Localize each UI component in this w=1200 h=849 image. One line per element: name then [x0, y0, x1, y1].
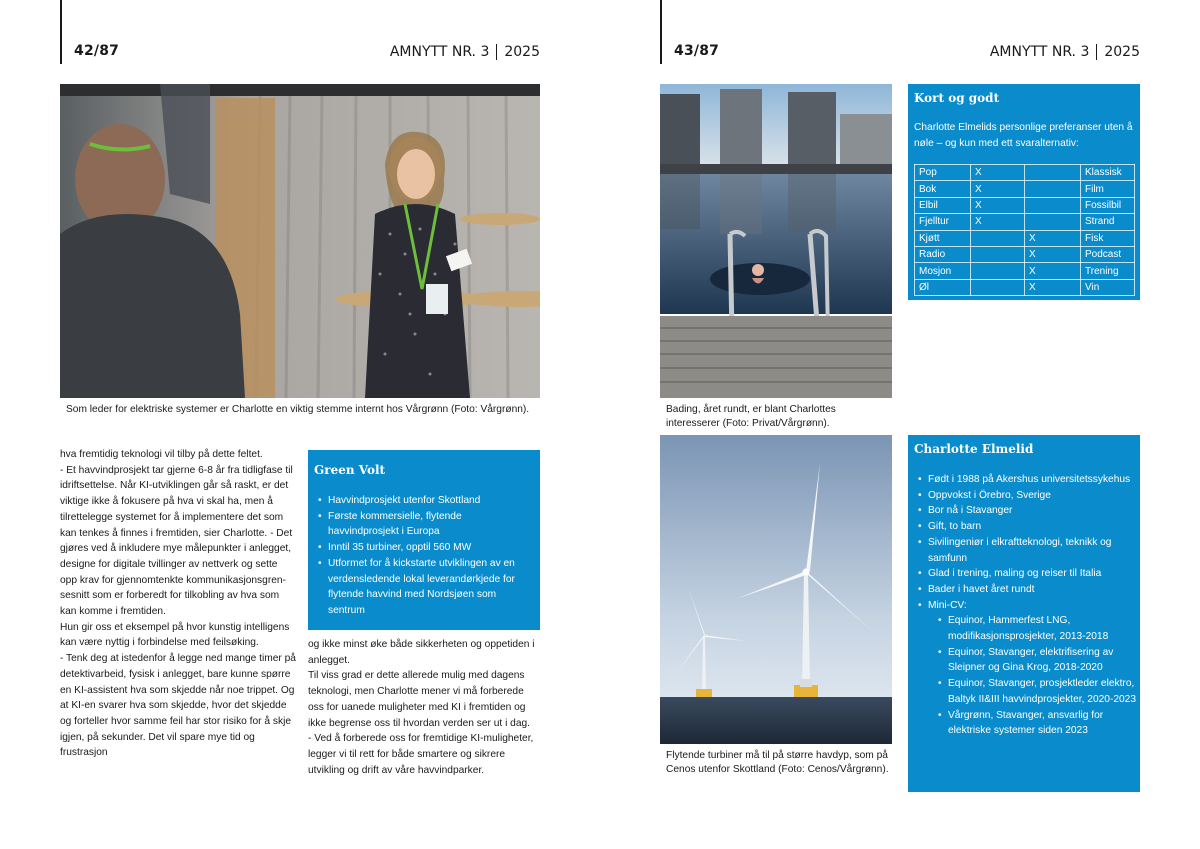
green-volt-box — [308, 450, 540, 630]
cv-item: • Equinor, Hammerfest LNG, modifikasjonsprosjekter, 2013-2018 — [918, 613, 1136, 644]
magazine-header — [390, 44, 540, 60]
list-item: • Oppvokst i Örebro, Sverige — [918, 488, 1136, 504]
table-row — [915, 279, 1135, 295]
paragraph: - Et havvindprosjekt tar gjerne 6-8 år fra tidligfase til idriftsettelse. Når KI-utviklingen går så raskt, er det viktige ikke å fokusere på hva vi skal ha, men å tilrettelegge systemet for å implementere det som kan tenkes å finnes i fremtiden, sier Charlotte. - Det gjøres ved å inkludere mye målepunkter i anlegget, designe for digitale tvillinger av nettverk og sette opp krav for gjennomtenkte kommunikasjonsgrensesnitt som er forberedt for tilkobling av hva som kan komme i fremtiden. — [60, 464, 293, 618]
profile-box — [908, 435, 1140, 792]
table-cell: Elbil — [915, 197, 971, 213]
list-item: • Mini-CV: — [918, 598, 1136, 614]
table-cell — [971, 246, 1025, 262]
cv-item: • Equinor, Stavanger, prosjektleder elektro, Baltyk II&III havvindprosjekter, 2020-2023 — [918, 676, 1136, 707]
magazine-year: 2025 — [504, 44, 540, 60]
table-cell: Fossilbil — [1081, 197, 1135, 213]
paragraph: - Ved å forberede oss for fremtidige KI-muligheter, legger vi til rett for både smartere og sikrere utvikling og drift av våre havvindparker. — [308, 733, 534, 776]
floating-turbines-photo — [660, 435, 892, 744]
table-cell: Radio — [915, 246, 971, 262]
table-cell: Trening — [1081, 263, 1135, 279]
magazine-title: AMNYTT NR. 3 — [989, 44, 1090, 60]
table-cell: X — [971, 181, 1025, 197]
table-cell — [1025, 181, 1081, 197]
table-row — [915, 197, 1135, 213]
paragraph: og ikke minst øke både sikkerheten og oppetiden i anlegget. — [308, 639, 535, 666]
table-cell: Podcast — [1081, 246, 1135, 262]
list-item: • Født i 1988 på Akershus universitetssykehus — [918, 472, 1136, 488]
table-cell: X — [971, 165, 1025, 181]
table-cell: X — [1025, 246, 1081, 262]
table-cell — [1025, 214, 1081, 230]
magazine-title: AMNYTT NR. 3 — [389, 44, 490, 60]
table-row — [915, 230, 1135, 246]
page-number: 43/87 — [674, 43, 720, 59]
table-row — [915, 263, 1135, 279]
table-cell: X — [971, 214, 1025, 230]
header-rule — [660, 0, 662, 64]
table-cell: Film — [1081, 181, 1135, 197]
table-row — [915, 246, 1135, 262]
table-row — [915, 165, 1135, 181]
header-separator — [1096, 44, 1097, 60]
table-cell: Øl — [915, 279, 971, 295]
bathing-caption: Bading, året rundt, er blant Charlottes interesserer (Foto: Privat/Vårgrønn). — [666, 404, 836, 429]
kort-og-godt-title: Kort og godt — [914, 91, 1000, 105]
table-cell — [971, 263, 1025, 279]
magazine-header — [990, 44, 1140, 60]
sea-bathing-photo — [660, 84, 892, 398]
table-cell: Klassisk — [1081, 165, 1135, 181]
table-cell — [1025, 197, 1081, 213]
green-volt-list — [318, 493, 534, 619]
header-rule — [60, 0, 62, 64]
table-cell: Fisk — [1081, 230, 1135, 246]
table-cell: X — [1025, 279, 1081, 295]
photo-caption: Som leder for elektriske systemer er Charlotte en viktig stemme internt hos Vårgrønn (Foto: Vårgrønn). — [66, 404, 530, 415]
profile-title: Charlotte Elmelid — [914, 442, 1034, 456]
table-cell: Mosjon — [915, 263, 971, 279]
table-cell: X — [1025, 263, 1081, 279]
page-number: 42/87 — [74, 43, 120, 59]
header-separator — [496, 44, 497, 60]
table-cell: Vin — [1081, 279, 1135, 295]
green-volt-title: Green Volt — [314, 463, 386, 477]
table-row — [915, 214, 1135, 230]
list-item: • Bader i havet året rundt — [918, 582, 1136, 598]
table-cell — [1025, 165, 1081, 181]
table-cell: Fjelltur — [915, 214, 971, 230]
right-page — [600, 0, 1200, 849]
paragraph: Hun gir oss et eksempel på hvor kunstig intelligens kan være nyttig i forbindelse med feilsøking. — [60, 621, 290, 649]
cv-item: • Vårgrønn, Stavanger, ansvarlig for elektriske systemer siden 2023 — [918, 708, 1136, 739]
kort-og-godt-box — [908, 84, 1140, 300]
paragraph: - Tenk deg at istedenfor å legge ned mange timer på detektivarbeid, fysisk i anlegget, bare kunne spørre en KI-assistent hva som skjedde når noe trippet. Og at KI-en svarer hva som skjedde, hvor det skjedde og forteller hvor samme feil har stor risiko for å skje igjen, på sekunder. Det vil spare mye tid og frustrasjon — [60, 653, 296, 759]
preferences-table — [914, 164, 1135, 296]
paragraph: hva fremtidig teknologi vil tilby på dette feltet. — [60, 449, 263, 460]
cv-item: • Equinor, Stavanger, elektrifisering av Sleipner og Gina Krog, 2018-2020 — [918, 645, 1136, 676]
table-row — [915, 181, 1135, 197]
list-item: • Utformet for å kickstarte utviklingen av en verdensledende lokal leverandørkjede for flytende havvind med Nordsjøen som sentrum — [318, 556, 534, 619]
list-item: • Gift, to barn — [918, 519, 1136, 535]
article-column-2 — [308, 637, 540, 778]
charlotte-speaking-photo — [60, 84, 540, 398]
table-cell: Strand — [1081, 214, 1135, 230]
list-item: • Første kommersielle, flytende havvindprosjekt i Europa — [318, 509, 534, 540]
list-item: • Sivilingeniør i elkraftteknologi, teknikk og samfunn — [918, 535, 1136, 566]
list-item: • Inntil 35 turbiner, opptil 560 MW — [318, 540, 534, 556]
list-item: • Bor nå i Stavanger — [918, 503, 1136, 519]
table-cell — [971, 279, 1025, 295]
table-cell: X — [971, 197, 1025, 213]
table-cell: X — [1025, 230, 1081, 246]
article-column-1 — [60, 447, 296, 761]
table-cell: Pop — [915, 165, 971, 181]
list-item: • Glad i trening, maling og reiser til Italia — [918, 566, 1136, 582]
paragraph: Til viss grad er dette allerede mulig med dagens teknologi, men Charlotte mener vi må forberede oss for uanede muligheter med KI i fremtiden og ikke begrense oss til hvordan verden ser ut i dag. — [308, 670, 530, 729]
magazine-year: 2025 — [1104, 44, 1140, 60]
profile-list — [918, 472, 1136, 739]
kort-og-godt-intro: Charlotte Elmelids personlige preferanser uten å nøle – og kun med ett svaralternativ: — [914, 122, 1133, 149]
table-cell: Kjøtt — [915, 230, 971, 246]
table-cell: Bok — [915, 181, 971, 197]
turbine-caption: Flytende turbiner må til på større havdyp, som på Cenos utenfor Skottland (Foto: Cenos/Vårgrønn). — [666, 750, 889, 775]
list-item: • Havvindprosjekt utenfor Skottland — [318, 493, 534, 509]
table-cell — [971, 230, 1025, 246]
